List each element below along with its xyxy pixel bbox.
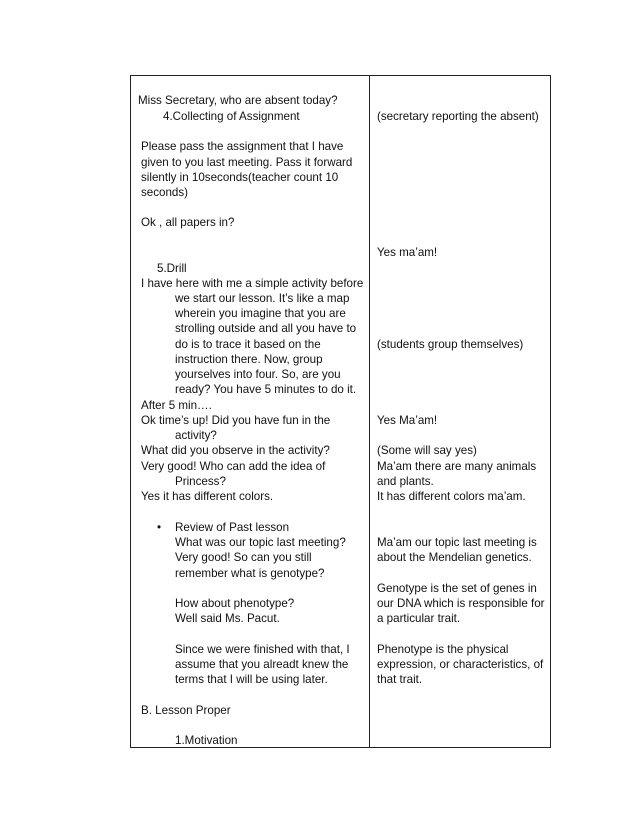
section-heading: 1.Motivation <box>175 734 238 747</box>
student-line: Yes Ma’am! <box>377 414 438 427</box>
teacher-line: remember what is genotype? <box>175 567 325 580</box>
teacher-line: After 5 min…. <box>141 399 212 412</box>
teacher-line: Yes it has different colors. <box>141 490 274 503</box>
student-line: expression, or characteristics, of <box>377 658 544 671</box>
section-heading: B. Lesson Proper <box>141 704 231 717</box>
teacher-line: strolling outside and all you have to <box>175 322 357 335</box>
teacher-line: terms that I will be using later. <box>175 673 328 686</box>
student-line: It has different colors ma’am. <box>377 490 526 503</box>
teacher-line: seconds) <box>141 186 189 199</box>
teacher-line: Miss Secretary, who are absent today? <box>138 94 338 107</box>
column-divider <box>369 75 370 748</box>
student-line: (students group themselves) <box>377 338 524 351</box>
student-line: Yes ma’am! <box>377 246 438 259</box>
student-line: (secretary reporting the absent) <box>377 110 539 123</box>
student-line: our DNA which is responsible for <box>377 597 545 610</box>
teacher-line: wherein you imagine that you are <box>175 307 346 320</box>
teacher-line: Princess? <box>175 475 226 488</box>
teacher-line: ready? You have 5 minutes to do it. <box>175 383 357 396</box>
section-heading: 5.Drill <box>157 262 187 275</box>
student-line: Ma’am our topic last meeting is <box>377 536 537 549</box>
teacher-line: yourselves into four. So, are you <box>175 368 341 381</box>
teacher-line: What was our topic last meeting? <box>175 536 346 549</box>
student-line: (Some will say yes) <box>377 444 477 457</box>
teacher-line: we start our lesson. It’s like a map <box>175 292 350 305</box>
teacher-line: silently in 10seconds(teacher count 10 <box>141 171 339 184</box>
teacher-line: Ok , all papers in? <box>141 216 235 229</box>
teacher-line: Very good! Who can add the idea of <box>141 460 326 473</box>
student-line: that trait. <box>377 673 423 686</box>
student-line: about the Mendelian genetics. <box>377 551 532 564</box>
student-line: a particular trait. <box>377 612 461 625</box>
teacher-line: given to you last meeting. Pass it forward <box>141 156 353 169</box>
student-line: and plants. <box>377 475 434 488</box>
teacher-line: instruction there. Now, group <box>175 353 323 366</box>
section-heading: Review of Past lesson <box>175 521 290 534</box>
teacher-line: Since we were finished with that, I <box>175 643 350 656</box>
student-line: Genotype is the set of genes in <box>377 582 537 595</box>
section-heading: 4.Collecting of Assignment <box>163 110 300 123</box>
student-line: Ma’am there are many animals <box>377 460 537 473</box>
teacher-line: I have here with me a simple activity before <box>141 277 364 290</box>
bullet-marker: • <box>157 521 162 534</box>
teacher-line: Please pass the assignment that I have <box>141 140 344 153</box>
teacher-line: assume that you alreadt knew the <box>175 658 349 671</box>
student-line: Phenotype is the physical <box>377 643 509 656</box>
teacher-line: do is to trace it based on the <box>175 338 321 351</box>
teacher-line: How about phenotype? <box>175 597 295 610</box>
teacher-line: activity? <box>175 429 217 442</box>
teacher-line: What did you observe in the activity? <box>141 444 330 457</box>
teacher-line: Very good! So can you still <box>175 551 312 564</box>
teacher-line: Well said Ms. Pacut. <box>175 612 280 625</box>
teacher-line: Ok time’s up! Did you have fun in the <box>141 414 331 427</box>
